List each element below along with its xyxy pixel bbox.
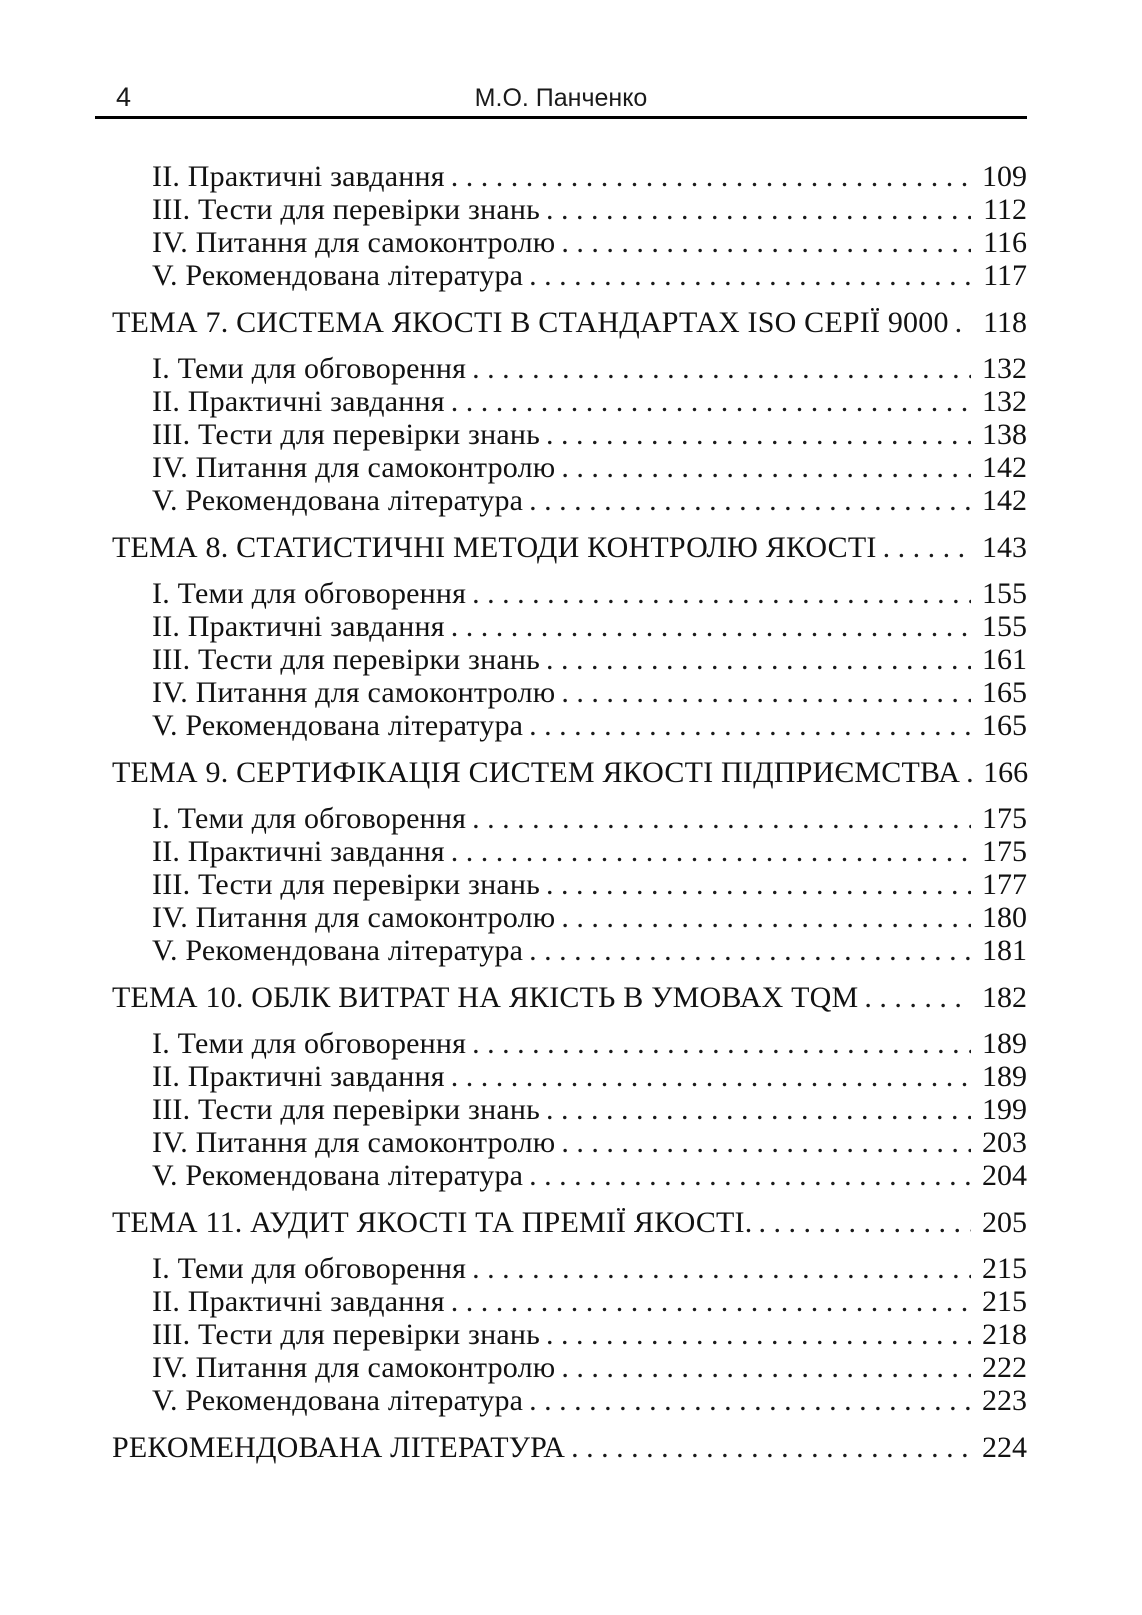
dot-leader [540,868,971,901]
toc-item-page-number: 138 [982,418,1027,451]
toc-item-label: III. Тести для перевірки знань [152,418,541,451]
toc-item-page-number: 215 [982,1252,1027,1285]
toc-section-title: ТЕМА 9. СЕРТИФІКАЦІЯ СИСТЕМ ЯКОСТІ ПІДПРИЄМСТВА [112,756,961,789]
toc-item-label: IV. Питання для самоконтролю [152,1126,556,1159]
toc-item [112,577,1027,610]
toc-item-label: IV. Питання для самоконтролю [152,226,556,259]
toc-item-page-number: 189 [982,1027,1027,1060]
toc-item-page-number: 117 [983,259,1027,292]
dot-leader [523,1159,971,1192]
toc-section-page-number: 166 [983,756,1029,789]
toc-item-label: V. Рекомендована література [152,709,524,742]
toc-item [112,418,1027,451]
toc-item [112,1060,1027,1093]
toc-section-heading [112,981,1027,1014]
toc-item-label: II. Практичні завдання [152,610,445,643]
table-of-contents [112,160,1027,1477]
toc-section-items [112,352,1027,517]
toc-item [112,1351,1027,1384]
dot-leader [523,1384,971,1417]
toc-item-page-number: 203 [982,1126,1027,1159]
toc-item-page-number: 223 [982,1384,1027,1417]
toc-item-page-number: 175 [982,835,1027,868]
dot-leader [555,901,971,934]
toc-item-page-number: 177 [982,868,1027,901]
dot-leader [466,1252,971,1285]
toc-item-label: I. Теми для обговорення [152,352,467,385]
toc-section [112,756,1027,967]
toc-section-heading [112,1206,1027,1239]
dot-leader [877,531,971,564]
toc-item [112,1285,1027,1318]
dot-leader [445,1285,971,1318]
toc-item-label: IV. Питання для самоконтролю [152,451,556,484]
toc-section-title: ТЕМА 8. СТАТИСТИЧНІ МЕТОДИ КОНТРОЛЮ ЯКОСТІ [112,531,877,564]
dot-leader [540,193,971,226]
dot-leader [445,160,971,193]
dot-leader [540,1318,971,1351]
toc-section-title: РЕКОМЕНДОВАНА ЛІТЕРАТУРА [112,1431,566,1464]
toc-section [112,1431,1027,1464]
toc-item-page-number: 204 [982,1159,1027,1192]
toc-item [112,1126,1027,1159]
toc-item-page-number: 199 [982,1093,1027,1126]
toc-item-label: III. Тести для перевірки знань [152,643,541,676]
toc-item-label: V. Рекомендована література [152,934,524,967]
toc-item-label: V. Рекомендована література [152,1159,524,1192]
dot-leader [540,643,971,676]
toc-item [112,1252,1027,1285]
toc-section-page-number: 143 [982,531,1027,564]
toc-section-heading [112,756,1027,789]
toc-item-label: I. Теми для обговорення [152,1027,467,1060]
toc-section-page-number: 224 [982,1431,1027,1464]
dot-leader [523,934,971,967]
toc-item [112,676,1027,709]
toc-item [112,901,1027,934]
toc-item [112,226,1027,259]
toc-item-page-number: 189 [982,1060,1027,1093]
toc-item-label: IV. Питання для самоконтролю [152,1351,556,1384]
toc-section [112,1206,1027,1417]
dot-leader [466,577,971,610]
toc-item-page-number: 165 [982,709,1027,742]
toc-section [112,981,1027,1192]
toc-item [112,259,1027,292]
toc-item [112,1027,1027,1060]
dot-leader [523,709,971,742]
toc-item-label: II. Практичні завдання [152,1060,445,1093]
toc-item-label: IV. Питання для самоконтролю [152,901,556,934]
toc-item-label: II. Практичні завдання [152,835,445,868]
toc-item-label: I. Теми для обговорення [152,577,467,610]
toc-item [112,1093,1027,1126]
toc-item-label: III. Тести для перевірки знань [152,868,541,901]
toc-item-label: V. Рекомендована література [152,1384,524,1417]
dot-leader [523,484,971,517]
toc-item [112,1159,1027,1192]
toc-section-page-number: 182 [982,981,1027,1014]
toc-item-page-number: 180 [982,901,1027,934]
toc-item-page-number: 175 [982,802,1027,835]
dot-leader [540,418,971,451]
toc-item [112,193,1027,226]
toc-item-page-number: 155 [982,610,1027,643]
dot-leader [555,451,971,484]
toc-item [112,643,1027,676]
header-page-number: 4 [116,82,132,112]
toc-item [112,1384,1027,1417]
toc-item [112,610,1027,643]
toc-section-items [112,160,1027,292]
toc-section-title: ТЕМА 11. АУДИТ ЯКОСТІ ТА ПРЕМІЇ ЯКОСТІ. [112,1206,753,1239]
toc-section [112,160,1027,292]
toc-section-page-number: 205 [982,1206,1027,1239]
toc-item-label: III. Тести для перевірки знань [152,193,541,226]
dot-leader [555,676,971,709]
dot-leader [555,226,971,259]
toc-section-items [112,1252,1027,1417]
toc-item [112,835,1027,868]
toc-item-page-number: 218 [982,1318,1027,1351]
toc-item-page-number: 165 [982,676,1027,709]
dot-leader [540,1093,971,1126]
toc-item [112,934,1027,967]
toc-item [112,451,1027,484]
toc-section-items [112,577,1027,742]
toc-section-page-number: 118 [983,306,1027,339]
toc-item [112,709,1027,742]
dot-leader [445,385,971,418]
toc-item-label: IV. Питання для самоконтролю [152,676,556,709]
toc-section-heading [112,531,1027,564]
toc-item [112,484,1027,517]
dot-leader [466,802,971,835]
toc-section [112,531,1027,742]
toc-item-page-number: 132 [982,352,1027,385]
dot-leader [555,1351,971,1384]
dot-leader [466,352,971,385]
toc-item-label: I. Теми для обговорення [152,1252,467,1285]
toc-section-title: ТЕМА 7. СИСТЕМА ЯКОСТІ В СТАНДАРТАХ ISO СЕРІЇ 9000 [112,306,949,339]
toc-item-label: II. Практичні завдання [152,1285,445,1318]
toc-item-page-number: 109 [982,160,1027,193]
toc-item-page-number: 181 [982,934,1027,967]
toc-section-heading [112,1431,1027,1464]
toc-item-page-number: 155 [982,577,1027,610]
dot-leader [960,756,972,789]
toc-item [112,385,1027,418]
toc-item-label: III. Тести для перевірки знань [152,1318,541,1351]
toc-section [112,306,1027,517]
dot-leader [445,610,971,643]
toc-item-label: II. Практичні завдання [152,385,445,418]
toc-item [112,352,1027,385]
dot-leader [858,981,971,1014]
toc-item-label: I. Теми для обговорення [152,802,467,835]
header-rule [95,116,1027,119]
toc-item-page-number: 222 [982,1351,1027,1384]
toc-section-title: ТЕМА 10. ОБЛК ВИТРАТ НА ЯКІСТЬ В УМОВАХ TQM [112,981,859,1014]
toc-item [112,160,1027,193]
toc-item-page-number: 215 [982,1285,1027,1318]
dot-leader [949,306,971,339]
toc-item [112,802,1027,835]
toc-item-page-number: 116 [983,226,1027,259]
header-running-title: М.О. Панченко [474,84,648,112]
toc-item-label: III. Тести для перевірки знань [152,1093,541,1126]
toc-item-label: V. Рекомендована література [152,259,524,292]
toc-item-page-number: 142 [982,451,1027,484]
toc-section-items [112,802,1027,967]
toc-item-page-number: 112 [983,193,1027,226]
dot-leader [466,1027,971,1060]
toc-section-heading [112,306,1027,339]
toc-item-page-number: 132 [982,385,1027,418]
dot-leader [752,1206,971,1239]
dot-leader [565,1431,971,1464]
toc-item-label: II. Практичні завдання [152,160,445,193]
toc-item-page-number: 142 [982,484,1027,517]
dot-leader [523,259,971,292]
toc-item-page-number: 161 [982,643,1027,676]
toc-item [112,868,1027,901]
toc-item-label: V. Рекомендована література [152,484,524,517]
dot-leader [445,1060,971,1093]
dot-leader [445,835,971,868]
toc-item [112,1318,1027,1351]
toc-section-items [112,1027,1027,1192]
dot-leader [555,1126,971,1159]
